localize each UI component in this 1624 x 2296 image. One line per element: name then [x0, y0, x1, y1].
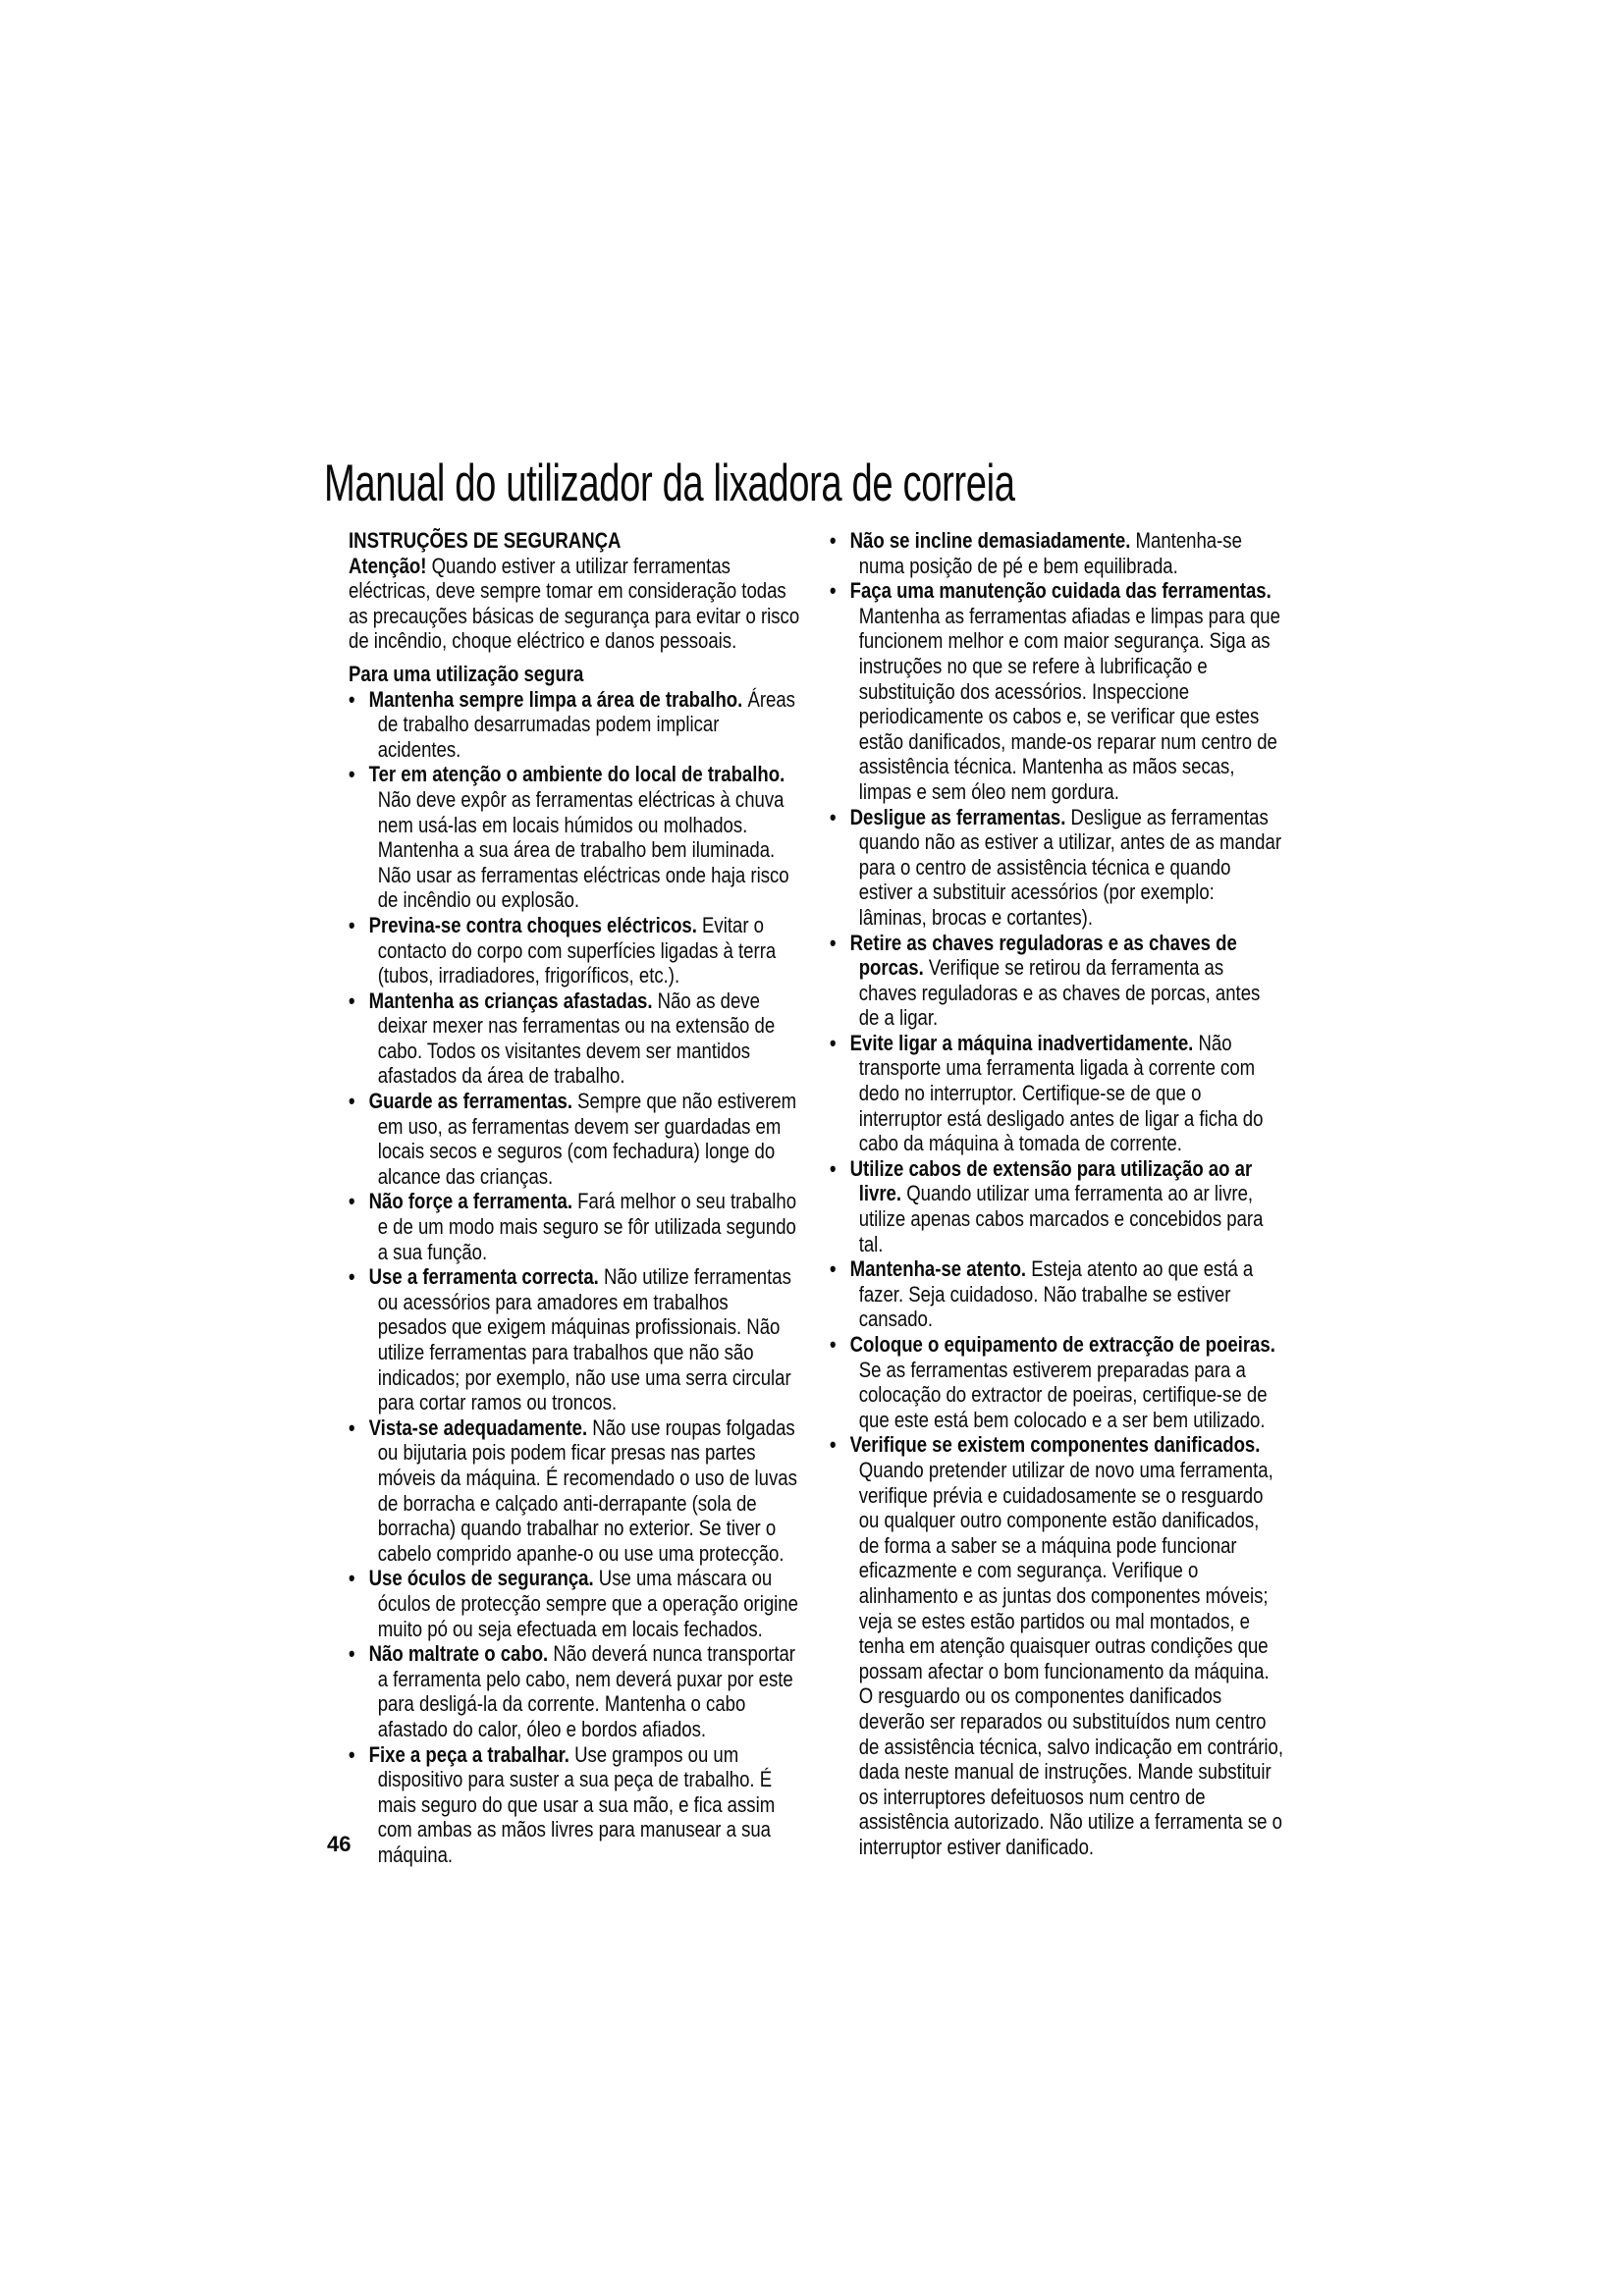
safety-instruction-item — [349, 1189, 802, 1264]
instruction-body: Não transporte uma ferramenta ligada à corrente com dedo no interruptor. Certifique-se de que o interruptor está desligado antes de ligar a ficha do cabo da máquina à tomada de corrente. — [858, 1030, 1264, 1156]
safety-instruction-item — [830, 1156, 1283, 1256]
instruction-lead: Faça uma manutenção cuidada das ferramentas. — [849, 578, 1272, 604]
instruction-body: Sempre que não estiverem em uso, as ferramentas devem ser guardadas em locais secos e seguros (com fechadura) longe do alcance das crianças. — [377, 1089, 797, 1189]
bullet-icon: • — [830, 804, 837, 829]
bullet-icon: • — [830, 930, 837, 955]
right-column — [830, 528, 1283, 1859]
safety-instruction-item — [349, 687, 802, 763]
safety-instruction-item — [830, 1432, 1283, 1859]
safety-instruction-item — [830, 578, 1283, 804]
bullet-icon: • — [830, 1030, 837, 1055]
instruction-lead: Utilize cabos de extensão para utilização ao ar livre. — [849, 1155, 1253, 1206]
instruction-lead: Use a ferramenta correcta. — [368, 1264, 599, 1290]
instruction-body: Use grampos ou um dispositivo para suster a sua peça de trabalho. É mais seguro do que usar a sua mão, e fica assim com ambas as mãos livres para manusear a sua máquina. — [377, 1741, 776, 1867]
bullet-icon: • — [349, 762, 355, 787]
bullet-icon: • — [349, 1264, 355, 1290]
instruction-lead: Não se incline demasiadamente. — [849, 528, 1131, 553]
instruction-body: Desligue as ferramentas quando não as estiver a utilizar, antes de as mandar para o centro de assistência técnica e quando estiver a substituir acessórios (por exemplo: lâminas, brocas e cortantes). — [858, 804, 1282, 930]
bullet-icon: • — [830, 528, 837, 553]
instruction-lead: Mantenha-se atento. — [849, 1256, 1027, 1282]
instruction-lead: Evite ligar a máquina inadvertidamente. — [849, 1030, 1194, 1055]
bullet-icon: • — [349, 1415, 355, 1440]
safety-instruction-item — [349, 762, 802, 913]
page-title: Manual do utilizador da lixadora de correia — [324, 454, 1015, 512]
instruction-body: Quando utilizar uma ferramenta ao ar livre, utilize apenas cabos marcados e concebidos para tal. — [858, 1181, 1264, 1256]
safety-instructions-heading: INSTRUÇÕES DE SEGURANÇA — [349, 528, 622, 553]
bullet-icon: • — [349, 1641, 355, 1667]
safety-instruction-item — [349, 1089, 802, 1189]
instruction-body: Mantenha as ferramentas afiadas e limpas para que funcionem melhor e com maior segurança. Siga as instruções no que se refere à lubrificação e substituição dos acessórios. Inspeccione periodicamente os cabos e, se verificar que estes estão danificados, mande-os reparar num centro de assistência técnica. Mantenha as mãos secas, limpas e sem óleo nem gordura. — [858, 603, 1280, 804]
instruction-lead: Não maltrate o cabo. — [368, 1641, 549, 1667]
instruction-lead: Guarde as ferramentas. — [368, 1089, 573, 1114]
bullet-icon: • — [349, 1189, 355, 1214]
instruction-body: Não deverá nunca transportar a ferramenta pelo cabo, nem deverá puxar por este para desligá-la da corrente. Mantenha o cabo afastado do calor, óleo e bordos afiados. — [377, 1641, 795, 1741]
instruction-lead: Desligue as ferramentas. — [849, 804, 1066, 829]
instruction-body: Mantenha-se numa posição de pé e bem equilibrada. — [858, 528, 1242, 578]
bullet-icon: • — [349, 1566, 355, 1591]
safety-instruction-item — [830, 1256, 1283, 1332]
instruction-body: Não as deve deixar mexer nas ferramentas ou na extensão de cabo. Todos os visitantes devem ser mantidos afastados da área de trabalho. — [377, 988, 776, 1089]
instruction-body: Use uma máscara ou óculos de protecção sempre que a operação origine muito pó ou seja efectuada em locais fechados. — [377, 1566, 798, 1641]
safety-instruction-item — [349, 1742, 802, 1868]
left-column — [349, 528, 802, 1867]
instruction-lead: Ter em atenção o ambiente do local de trabalho. — [368, 762, 785, 787]
instruction-body: Não utilize ferramentas ou acessórios para amadores em trabalhos pesados que exigem máquinas profissionais. Não utilize ferramentas para trabalhos que não são indicados; por exemplo, não use uma serra circular para cortar ramos ou troncos. — [377, 1264, 791, 1415]
bullet-icon: • — [349, 988, 355, 1013]
bullet-icon: • — [830, 1256, 837, 1282]
instruction-body: Fará melhor o seu trabalho e de um modo mais seguro se fôr utilizada segundo a sua função. — [377, 1189, 797, 1264]
bullet-icon: • — [830, 578, 837, 604]
instruction-body: Áreas de trabalho desarrumadas podem implicar acidentes. — [377, 686, 795, 762]
safety-instruction-item — [349, 1264, 802, 1415]
instruction-body: Esteja atento ao que está a fazer. Seja cuidadoso. Não trabalhe se estiver cansado. — [858, 1256, 1254, 1332]
instruction-lead: Não forçe a ferramenta. — [368, 1189, 572, 1214]
instruction-lead: Fixe a peça a trabalhar. — [368, 1741, 569, 1767]
page-number: 46 — [327, 1832, 352, 1856]
safety-list-left — [349, 687, 802, 1868]
safety-list-right — [830, 528, 1283, 1859]
safety-instruction-item — [830, 805, 1283, 931]
intro-paragraph — [349, 554, 802, 654]
safety-instruction-item — [830, 528, 1283, 578]
instruction-lead: Use óculos de segurança. — [368, 1566, 594, 1591]
instruction-lead: Retire as chaves reguladoras e as chaves de porcas. — [849, 930, 1237, 981]
safety-instruction-item — [349, 1566, 802, 1641]
instruction-lead: Mantenha sempre limpa a área de trabalho. — [368, 686, 743, 712]
safety-instruction-item — [830, 1332, 1283, 1432]
safety-instruction-item — [349, 988, 802, 1089]
bullet-icon: • — [349, 686, 355, 712]
bullet-icon: • — [349, 912, 355, 937]
bullet-icon: • — [349, 1089, 355, 1114]
intro-body: Quando estiver a utilizar ferramentas eléctricas, deve sempre tomar em consideração todas as precauções básicas de segurança para evitar o risco de incêndio, choque eléctrico e danos pessoais. — [349, 553, 800, 654]
instruction-lead: Vista-se adequadamente. — [368, 1415, 588, 1440]
instruction-lead: Verifique se existem componentes danificados. — [849, 1432, 1261, 1458]
bullet-icon: • — [830, 1155, 837, 1181]
safety-instruction-item — [349, 913, 802, 988]
safety-instruction-item — [830, 931, 1283, 1031]
safe-use-subheading: Para uma utilização segura — [349, 661, 584, 686]
instruction-body: Se as ferramentas estiverem preparadas para a colocação do extractor de poeiras, certifique-se de que este está bem colocado e a ser bem utilizado. — [858, 1357, 1268, 1432]
instruction-lead: Coloque o equipamento de extracção de poeiras. — [849, 1332, 1275, 1357]
instruction-body: Não use roupas folgadas ou bijutaria pois podem ficar presas nas partes móveis da máquina. É recomendado o uso de luvas de borracha e calçado anti-derrapante (sola de borracha) quando trabalhar no exterior. Se tiver o cabelo comprido apanhe-o ou use uma protecção. — [377, 1415, 797, 1566]
bullet-icon: • — [349, 1741, 355, 1767]
safety-instruction-item — [830, 1031, 1283, 1156]
instruction-body: Evitar o contacto do corpo com superfícies ligadas à terra (tubos, irradiadores, frigoríficos, etc.). — [377, 912, 777, 988]
intro-lead: Atenção! — [349, 553, 427, 578]
safety-instruction-item — [349, 1415, 802, 1567]
instruction-body: Quando pretender utilizar de novo uma ferramenta, verifique prévia e cuidadosamente se o resguardo ou qualquer outro componente estão danificados, de forma a saber se a máquina pode funcionar eficazmente e com segurança. Verifique o alinhamento e as juntas dos componentes móveis; veja se estes estão partidos ou mal montados, e tenha em atenção quaisquer outras condições que possam afectar o bom funcionamento da máquina. O resguardo ou os componentes danificados deverão ser reparados ou substituídos num centro de assistência técnica, salvo indicação em contrário, dada neste manual de instruções. Mande substituir os interruptores defeituosos num centro de assistência autorizado. Não utilize a ferramenta se o interruptor estiver danificado. — [858, 1457, 1284, 1859]
safety-instruction-item — [349, 1641, 802, 1741]
instruction-body: Não deve expôr as ferramentas eléctricas à chuva nem usá-las em locais húmidos ou molhados. Mantenha a sua área de trabalho bem iluminada. Não usar as ferramentas eléctricas onde haja risco de incêndio ou explosão. — [377, 786, 789, 913]
bullet-icon: • — [830, 1432, 837, 1458]
instruction-lead: Previna-se contra choques eléctricos. — [368, 912, 697, 937]
instruction-body: Verifique se retirou da ferramenta as chaves reguladoras e as chaves de porcas, antes de a ligar. — [858, 955, 1261, 1031]
bullet-icon: • — [830, 1332, 837, 1357]
instruction-lead: Mantenha as crianças afastadas. — [368, 988, 653, 1013]
